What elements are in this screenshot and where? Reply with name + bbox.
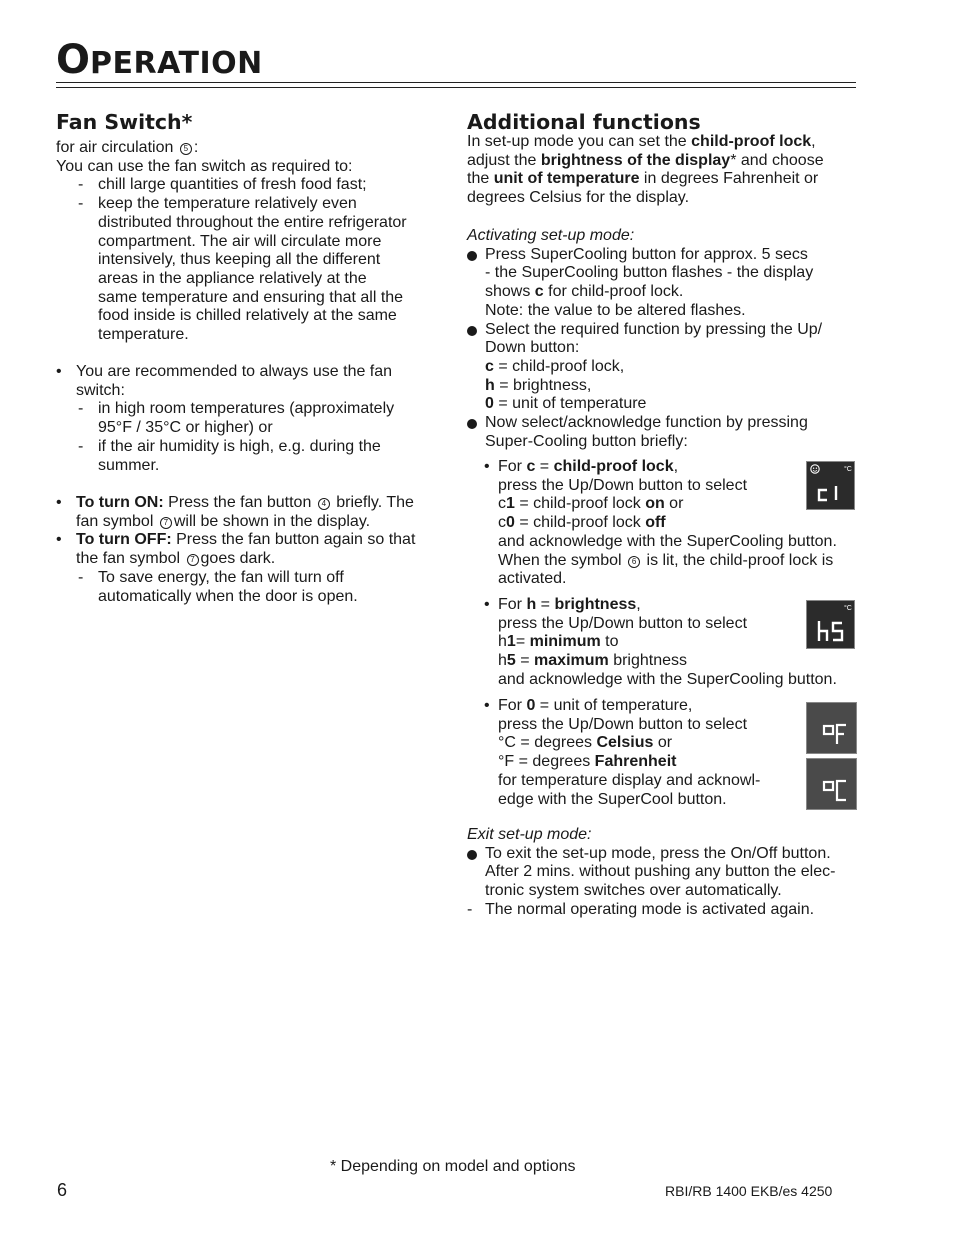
title-rule: [56, 82, 856, 83]
brightness-block: • For h = brightness, press the Up/Down button to select h1= minimum to h5 = maximum brightness and acknowledge with the SuperCooling button.: [467, 596, 857, 690]
display-h5: [806, 600, 855, 649]
number-7-icon: 7: [160, 517, 172, 529]
activating-setup: [467, 227, 857, 451]
exit-result: - The normal operating mode is activated again.: [467, 901, 857, 920]
fan-on-off: [56, 494, 441, 606]
svg-text:°C: °C: [844, 605, 852, 612]
model-number: RBI/RB 1400 EKB/es 4250: [665, 1183, 833, 1199]
number-4-icon: 4: [318, 498, 330, 510]
setup-step: Select the required function by pressing the Up/ Down button: c = child-proof lock, h = brightness, 0 = unit of temperature: [467, 321, 857, 415]
bullet-icon: [467, 326, 477, 336]
footnote: * Depending on model and options: [330, 1158, 576, 1175]
turn-off-item: • To turn OFF: Press the fan button again so that the fan symbol 7 goes dark.: [56, 531, 441, 568]
activating-label: Activating set-up mode:: [467, 227, 635, 244]
smiley-icon: [811, 465, 819, 473]
fan-switch-heading: Fan Switch*: [56, 110, 193, 134]
exit-label: Exit set-up mode:: [467, 826, 592, 843]
exit-step: To exit the set-up mode, press the On/Off button. After 2 mins. without pushing any button the elec- tronic system switches over automatically.: [467, 845, 857, 901]
page-title: OPERATION: [56, 37, 263, 83]
number-6-icon: 6: [628, 556, 640, 568]
fan-switch-section: [56, 139, 441, 345]
display-celsius: [806, 758, 857, 810]
energy-note: - To save energy, the fan will turn off automatically when the door is open.: [56, 569, 441, 606]
page-number: 6: [57, 1180, 68, 1200]
bullet-icon: [467, 251, 477, 261]
exit-setup: [467, 826, 857, 920]
fan-use-item: - keep the temperature relatively even distributed throughout the entire refrigerator compartment. The air will circulate more intensively, thus keeping all the different areas in the appliance relatively at the same temperature and ensuring that all the food inside is chilled relatively at the same temperature.: [56, 195, 441, 345]
fan-intro-2: You can use the fan switch as required to:: [56, 157, 353, 175]
title-rule-secondary: [56, 87, 856, 88]
fan-use-item: - chill large quantities of fresh food fast;: [56, 176, 441, 195]
additional-intro: In set-up mode you can set the child-proof lock, adjust the brightness of the display* and choose the unit of temperature in degrees Fahrenheit or degrees Celsius for the display.: [467, 133, 824, 207]
setup-step: Press SuperCooling button for approx. 5 secs - the SuperCooling button flashes - the display shows c for child-proof lock. Note: the value to be altered flashes.: [467, 246, 857, 321]
fan-recommendation: • You are recommended to always use the fan switch: - in high room temperatures (approximately 95°F / 35°C or higher) or - if the air humidity is high, e.g. during the summer.: [56, 363, 441, 475]
bullet-icon: [467, 419, 477, 429]
child-lock-block: • For c = child-proof lock, press the Up/Down button to select c1 = child-proof lock on or c0 = child-proof lock off and acknowledge with the SuperCooling button. When the symbol 6 is lit, the child-proof lock is activated.: [467, 458, 857, 589]
rec-item: - in high room temperatures (approximately 95°F / 35°C or higher) or: [56, 400, 441, 437]
additional-functions-heading: Additional functions: [467, 110, 701, 134]
number-7-icon: 7: [187, 554, 199, 566]
number-5-icon: 5: [180, 143, 192, 155]
svg-text:°C: °C: [844, 466, 852, 473]
display-c1: [806, 461, 855, 510]
setup-step: Now select/acknowledge function by pressing Super-Cooling button briefly:: [467, 414, 857, 451]
bullet-icon: [467, 850, 477, 860]
fan-intro-1: for air circulation 5 :: [56, 139, 199, 156]
temperature-unit-block: • For 0 = unit of temperature, press the Up/Down button to select °C = degrees Celsius or °F = degrees Fahrenheit for temperature display and acknowl- edge with the SuperCool button.: [467, 697, 857, 809]
display-fahrenheit: [806, 702, 857, 754]
turn-on-item: • To turn ON: Press the fan button 4 briefly. The fan symbol 7 will be shown in the display.: [56, 494, 441, 531]
rec-item: - if the air humidity is high, e.g. during the summer.: [56, 438, 441, 475]
